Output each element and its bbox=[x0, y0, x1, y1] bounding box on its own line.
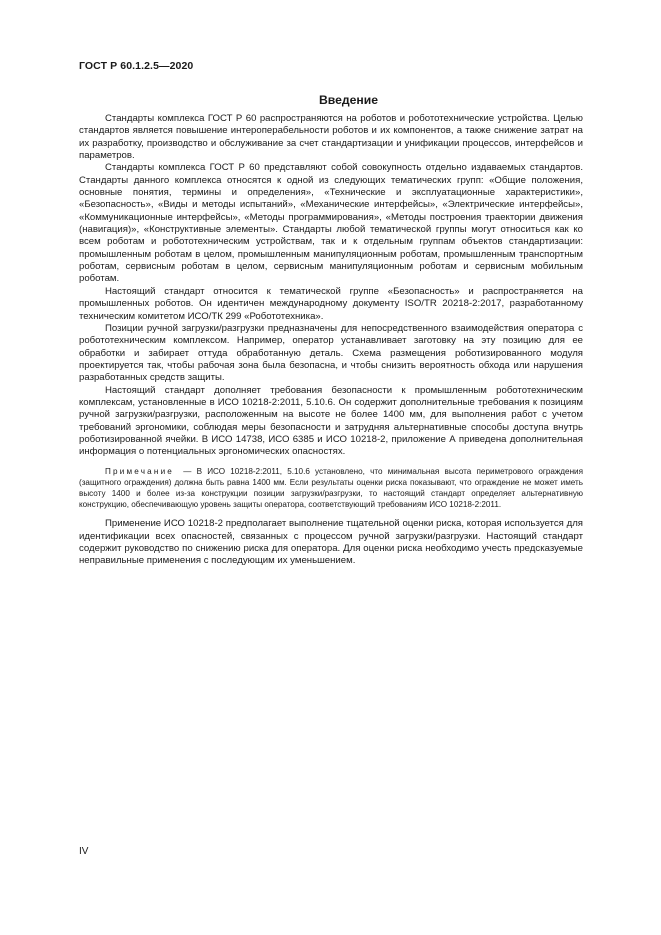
intro-paragraph-1: Стандарты комплекса ГОСТ Р 60 распространяются на роботов и робототехнические устройства. Целью стандартов является повышение интероперабельности роботов и их компонентов, а также снижение затрат на их разработку, производство и обслуживание за счет стандартизации и унификации процессов, интерфейсов и параметров. bbox=[79, 113, 583, 162]
page-number: IV bbox=[79, 846, 89, 857]
introduction-body bbox=[79, 113, 583, 568]
intro-paragraph-5: Настоящий стандарт дополняет требования безопасности к промышленным робототехническим комплексам, установленные в ИСО 10218-2:2011, 5.10.6. Он содержит дополнительные требования к позициям ручной загрузки/разгрузки, расположенным на высоте не более 1400 мм, для выполнения работ с учетом требований эргономики, соблюдая меры безопасности и затрудняя альтернативные способы доступа внутрь роботизированной ячейки. В ИСО 14738, ИСО 6385 и ИСО 10218-2, приложение А приведена дополнительная информация о потенциальных эргономических опасностях. bbox=[79, 384, 583, 458]
intro-paragraph-6: Применение ИСО 10218-2 предполагает выполнение тщательной оценки риска, которая используется для идентификации всех опасностей, связанных с процессом ручной загрузки/разгрузки. Настоящий стандарт содержит руководство по снижению риска для оператора. Для оценки риска необходимо учесть предсказуемые неправильные применения с последующим их уменьшением. bbox=[79, 518, 583, 567]
section-title: Введение bbox=[318, 93, 379, 107]
intro-paragraph-4: Позиции ручной загрузки/разгрузки предназначены для непосредственного взаимодействия оператора с робототехническим комплексом. Например, оператор устанавливает заготовку на эту позицию для ее обработки и забирает оттуда обработанную деталь. Схема размещения роботизированного модуля проектируется так, чтобы рабочая зона была безопасна, и чтобы снизить вероятность обхода или нарушения разработанных средств защиты. bbox=[79, 322, 583, 384]
intro-paragraph-2: Стандарты комплекса ГОСТ Р 60 представляют собой совокупность отдельно издаваемых стандартов. Стандарты данного комплекса относятся к одной из следующих тематических групп: «Общие положения, основные понятия, термины и определения», «Технические и эксплуатационные характеристики», «Безопасность», «Виды и методы испытаний», «Механические интерфейсы», «Электрические интерфейсы», «Коммуникационные интерфейсы», «Методы программирования», «Методы построения траектории движения (навигация)», «Конструктивные элементы». Стандарты любой тематической группы могут относиться как ко всем роботам и робототехническим устройствам, так и к отдельным группам объектов стандартизации: промышленным роботам в целом, промышленным манипуляционным роботам, промышленным транспортным роботам, сервисным роботам в целом, сервисным манипуляционным роботам и сервисным мобильным роботам. bbox=[79, 162, 583, 285]
note-block bbox=[79, 466, 583, 511]
note-label: Примечание bbox=[105, 466, 175, 476]
note-text: — В ИСО 10218-2:2011, 5.10.6 установлено, что минимальная высота периметрового ограждения (защитного ограждения) должна быть равна 1400 мм. Если результаты оценки риска показывают, что ограждение не может иметь высоту 1400 и более из-за конструкции позиции загрузки/разгрузки, то настоящий стандарт определяет альтернативную конструкцию, обеспечивающую уровень защиты оператора, соответствующий требованиям ИСО 10218-2:2011. bbox=[79, 466, 583, 510]
intro-paragraph-3: Настоящий стандарт относится к тематической группе «Безопасность» и распространяется на промышленных роботов. Он идентичен международному документу ISO/TR 20218-2:2017, разработанному техническим комитетом ИСО/ТК 299 «Робототехника». bbox=[79, 285, 583, 322]
document-header-code: ГОСТ Р 60.1.2.5—2020 bbox=[79, 60, 194, 72]
